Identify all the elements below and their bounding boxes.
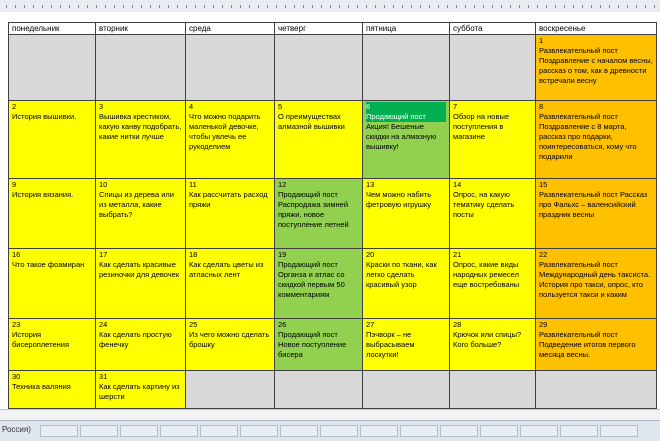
weekday-header[interactable]: пятница: [363, 23, 450, 35]
ruler-tick: [609, 5, 610, 8]
ruler-tick: [636, 5, 637, 8]
post-description: Развлекательный пост Рассказ про Фальхс – валенсийский праздник весны: [539, 189, 648, 219]
day-number: 9: [12, 180, 17, 189]
status-panel: [120, 425, 158, 437]
status-panel: [240, 425, 278, 437]
ruler-tick: [384, 5, 385, 8]
day-number: 18: [189, 250, 198, 259]
ruler-tick: [375, 5, 376, 8]
ruler-tick: [204, 5, 205, 8]
calendar-day-cell[interactable]: [275, 35, 363, 101]
calendar-day-cell[interactable]: [363, 101, 450, 179]
post-description: Развлекательный пост Поздравление с началом весны, рассказ о том, как в древности встречали весну: [539, 45, 653, 85]
content-calendar-table: [8, 22, 657, 409]
post-description: История вышивки.: [12, 111, 77, 121]
ruler-tick: [213, 5, 214, 8]
post-description: Развлекательный пост Поздравление с 8 марта, рассказ про подарки, поинтересоваться, кому что подарили: [539, 111, 637, 161]
calendar-day-cell[interactable]: [536, 101, 657, 179]
ruler-tick: [60, 5, 61, 8]
day-number: 24: [99, 320, 108, 329]
calendar-day-cell[interactable]: [186, 319, 275, 371]
ruler-tick: [231, 5, 232, 8]
calendar-day-cell[interactable]: [536, 249, 657, 319]
ruler-tick: [339, 5, 340, 8]
post-description: Что можно подарить маленькой девочке, чтобы увлечь ее рукоделием: [189, 111, 261, 151]
ruler-tick: [303, 5, 304, 8]
day-number: 21: [453, 250, 462, 259]
calendar-day-cell[interactable]: [186, 35, 275, 101]
ruler-tick: [294, 5, 295, 8]
day-number: 23: [12, 320, 21, 329]
post-description: Продающий пост Органза и атлас со скидкой первым 50 комментариям: [278, 259, 345, 299]
calendar-day-cell[interactable]: [450, 249, 536, 319]
weekday-header[interactable]: понедельник: [9, 23, 96, 35]
week-row: [9, 179, 657, 249]
ruler-tick: [150, 5, 151, 8]
ruler-tick: [600, 5, 601, 8]
post-description: Как сделать красивые резиночки для девочек: [99, 259, 180, 279]
post-description: Развлекательный пост Международный день таксиста. История про такси, опрос, кто пользуется такси и каким: [539, 259, 651, 299]
ruler-tick: [393, 5, 394, 8]
status-panel: [560, 425, 598, 437]
ruler-tick: [267, 5, 268, 8]
ruler-tick: [537, 5, 538, 8]
ruler-tick: [312, 5, 313, 8]
day-number: 30: [12, 372, 21, 381]
calendar-day-cell[interactable]: [363, 179, 450, 249]
status-panel: [160, 425, 198, 437]
post-description: Акция! Бешеные скидки на алмазную вышивку!: [366, 121, 437, 151]
ruler-tick: [510, 5, 511, 8]
highlighted-post-type: Продающий пост: [366, 112, 446, 122]
post-description: Опрос, какие виды народных ремесел еще востребованы: [453, 259, 520, 289]
day-number: 26: [278, 320, 287, 329]
status-panel: [200, 425, 238, 437]
ruler-tick: [51, 5, 52, 8]
ruler-tick: [402, 5, 403, 8]
ruler-tick: [24, 5, 25, 8]
day-number: 14: [453, 180, 462, 189]
day-number: 15: [539, 180, 548, 189]
day-number: 7: [453, 102, 458, 111]
ruler-tick: [195, 5, 196, 8]
calendar-day-cell[interactable]: [275, 101, 363, 179]
day-number: 13: [366, 180, 375, 189]
ruler-tick: [42, 5, 43, 8]
ruler-tick: [564, 5, 565, 8]
day-number: 11: [189, 180, 197, 189]
ruler-tick: [114, 5, 115, 8]
day-number: 19: [278, 250, 287, 259]
calendar-day-cell[interactable]: [9, 319, 96, 371]
ruler-tick: [132, 5, 133, 8]
weekday-header[interactable]: четверг: [275, 23, 363, 35]
ruler-tick: [177, 5, 178, 8]
ruler-tick: [591, 5, 592, 8]
ruler-tick: [33, 5, 34, 8]
post-description: Продающий пост Распродажа зимней пряжи, новое поступление летней: [278, 189, 349, 229]
ruler-tick: [357, 5, 358, 8]
calendar-day-cell[interactable]: [363, 319, 450, 371]
day-number: 22: [539, 250, 548, 259]
ruler-tick: [582, 5, 583, 8]
ruler-tick: [321, 5, 322, 8]
day-number: 17: [99, 250, 108, 259]
day-number: 25: [189, 320, 198, 329]
calendar-day-cell[interactable]: [363, 249, 450, 319]
ruler-tick: [528, 5, 529, 8]
ruler-tick: [438, 5, 439, 8]
status-panel: [400, 425, 438, 437]
calendar-day-cell[interactable]: [450, 101, 536, 179]
post-description: Вышивка крестиком, какую канву подобрать, какие нитки лучше: [99, 111, 182, 141]
post-description: Опрос, на какую тематику сделать посты: [453, 189, 515, 219]
calendar-day-cell[interactable]: [275, 371, 363, 409]
status-panel: [40, 425, 78, 437]
day-number: 29: [539, 320, 548, 329]
ruler-tick: [78, 5, 79, 8]
calendar-day-cell[interactable]: [9, 371, 96, 409]
calendar-day-cell[interactable]: [363, 371, 450, 409]
ruler-tick: [420, 5, 421, 8]
calendar-day-cell[interactable]: [186, 371, 275, 409]
week-row: [9, 35, 657, 101]
post-description: Как сделать цветы из атласных лент: [189, 259, 264, 279]
week-row: [9, 371, 657, 409]
week-row: [9, 319, 657, 371]
calendar-day-cell[interactable]: [450, 179, 536, 249]
day-number: 8: [539, 102, 544, 111]
calendar-day-cell[interactable]: [186, 101, 275, 179]
day-number: 5: [278, 102, 283, 111]
ruler-tick: [645, 5, 646, 8]
ruler-tick: [141, 5, 142, 8]
calendar-day-cell[interactable]: [96, 35, 186, 101]
ruler-tick: [447, 5, 448, 8]
day-number: 16: [12, 250, 21, 259]
status-panel: [360, 425, 398, 437]
calendar-day-cell[interactable]: [275, 249, 363, 319]
ruler-tick: [123, 5, 124, 8]
calendar-day-cell[interactable]: [96, 249, 186, 319]
ruler-tick: [429, 5, 430, 8]
ruler-tick: [96, 5, 97, 8]
day-number: 6: [366, 102, 446, 112]
day-number: 4: [189, 102, 194, 111]
ruler-tick: [6, 5, 7, 8]
ruler-tick: [555, 5, 556, 8]
status-panel: [520, 425, 558, 437]
ruler-tick: [87, 5, 88, 8]
post-description: Крючок или спицы? Кого больше?: [453, 329, 522, 349]
ruler-tick: [348, 5, 349, 8]
week-row: [9, 101, 657, 179]
ruler-tick: [492, 5, 493, 8]
ruler-tick: [618, 5, 619, 8]
post-description: Техника валяния: [12, 381, 71, 391]
ruler-tick: [573, 5, 574, 8]
day-number: 20: [366, 250, 375, 259]
ruler-tick: [249, 5, 250, 8]
calendar-day-cell[interactable]: [363, 35, 450, 101]
ruler-tick: [474, 5, 475, 8]
ruler-tick: [465, 5, 466, 8]
post-description: О преимуществах алмазной вышивки: [278, 111, 345, 131]
status-bar-panels: [40, 424, 660, 436]
calendar-day-cell[interactable]: [536, 319, 657, 371]
status-bar: [0, 420, 660, 441]
ruler-tick: [546, 5, 547, 8]
post-description: Обзор на новые поступления в магазине: [453, 111, 510, 141]
weekday-header[interactable]: среда: [186, 23, 275, 35]
ruler-tick: [411, 5, 412, 8]
calendar-day-cell[interactable]: [9, 179, 96, 249]
post-description: Спицы из дерева или из металла, какие выбрать?: [99, 189, 174, 219]
calendar-body: [9, 35, 657, 409]
calendar-day-cell[interactable]: [450, 319, 536, 371]
weekday-header[interactable]: воскресенье: [536, 23, 657, 35]
ruler-tick: [15, 5, 16, 8]
ruler-tick: [285, 5, 286, 8]
post-description: Как сделать простую фенечку: [99, 329, 172, 349]
ruler-tick: [456, 5, 457, 8]
ruler-tick: [627, 5, 628, 8]
calendar-day-cell[interactable]: [450, 371, 536, 409]
day-number: 28: [453, 320, 462, 329]
status-panel: [480, 425, 518, 437]
post-description: Краски по ткани, как легко сделать красивый узор: [366, 259, 437, 289]
post-description: Как сделать картину из шерсти: [99, 381, 180, 401]
day-number: 3: [99, 102, 104, 111]
calendar-day-cell[interactable]: [186, 249, 275, 319]
ruler-tick: [186, 5, 187, 8]
post-description: Продающий пост Новое поступление бисера: [278, 329, 347, 359]
status-panel: [280, 425, 318, 437]
calendar-day-cell[interactable]: [96, 101, 186, 179]
calendar-day-cell[interactable]: [536, 35, 657, 101]
post-description: Развлекательный пост Подведение итогов первого месяца весны.: [539, 329, 636, 359]
calendar-day-cell[interactable]: [450, 35, 536, 101]
status-panel: [80, 425, 118, 437]
calendar-day-cell[interactable]: [9, 35, 96, 101]
weekday-header[interactable]: вторник: [96, 23, 186, 35]
day-number: 1: [539, 36, 544, 45]
ruler-tick: [519, 5, 520, 8]
calendar-day-cell[interactable]: [536, 179, 657, 249]
weekday-header[interactable]: суббота: [450, 23, 536, 35]
ruler-tick: [483, 5, 484, 8]
ruler-tick: [159, 5, 160, 8]
calendar-day-cell[interactable]: [96, 179, 186, 249]
ruler-tick: [276, 5, 277, 8]
day-number: 12: [278, 180, 287, 189]
post-description: Пэчворк – не выбрасываем лоскутки!: [366, 329, 415, 359]
post-description: История бисероплетения: [12, 329, 70, 349]
calendar-day-cell[interactable]: [275, 319, 363, 371]
calendar-day-cell[interactable]: [186, 179, 275, 249]
ruler-tick: [105, 5, 106, 8]
day-number: 10: [99, 180, 108, 189]
post-description: Как рассчитать расход пряжи: [189, 189, 268, 209]
status-panel: [440, 425, 478, 437]
day-number: 27: [366, 320, 375, 329]
status-panel: [600, 425, 638, 437]
ruler-tick: [240, 5, 241, 8]
ruler-tick: [168, 5, 169, 8]
ruler-tick: [258, 5, 259, 8]
day-number: 2: [12, 102, 17, 111]
week-row: [9, 249, 657, 319]
ruler-tick: [330, 5, 331, 8]
post-description: Что такое фоамиран: [12, 259, 85, 269]
ruler-tick: [69, 5, 70, 8]
calendar-day-cell[interactable]: [536, 371, 657, 409]
ruler-tick: [366, 5, 367, 8]
language-indicator[interactable]: Россия): [2, 425, 31, 434]
ruler-tick: [222, 5, 223, 8]
calendar-day-cell[interactable]: [96, 371, 186, 409]
status-panel: [320, 425, 358, 437]
calendar-day-cell[interactable]: [9, 101, 96, 179]
post-description: Чем можно набить фетровую игрушку: [366, 189, 432, 209]
calendar-day-cell[interactable]: [9, 249, 96, 319]
calendar-day-cell[interactable]: [275, 179, 363, 249]
header-row: [9, 23, 657, 35]
post-description: История вязания.: [12, 189, 74, 199]
ruler-tick: [654, 5, 655, 8]
ruler-tick: [501, 5, 502, 8]
day-number: 31: [99, 372, 108, 381]
post-description: Из чего можно сделать брошку: [189, 329, 270, 349]
calendar-day-cell[interactable]: [96, 319, 186, 371]
